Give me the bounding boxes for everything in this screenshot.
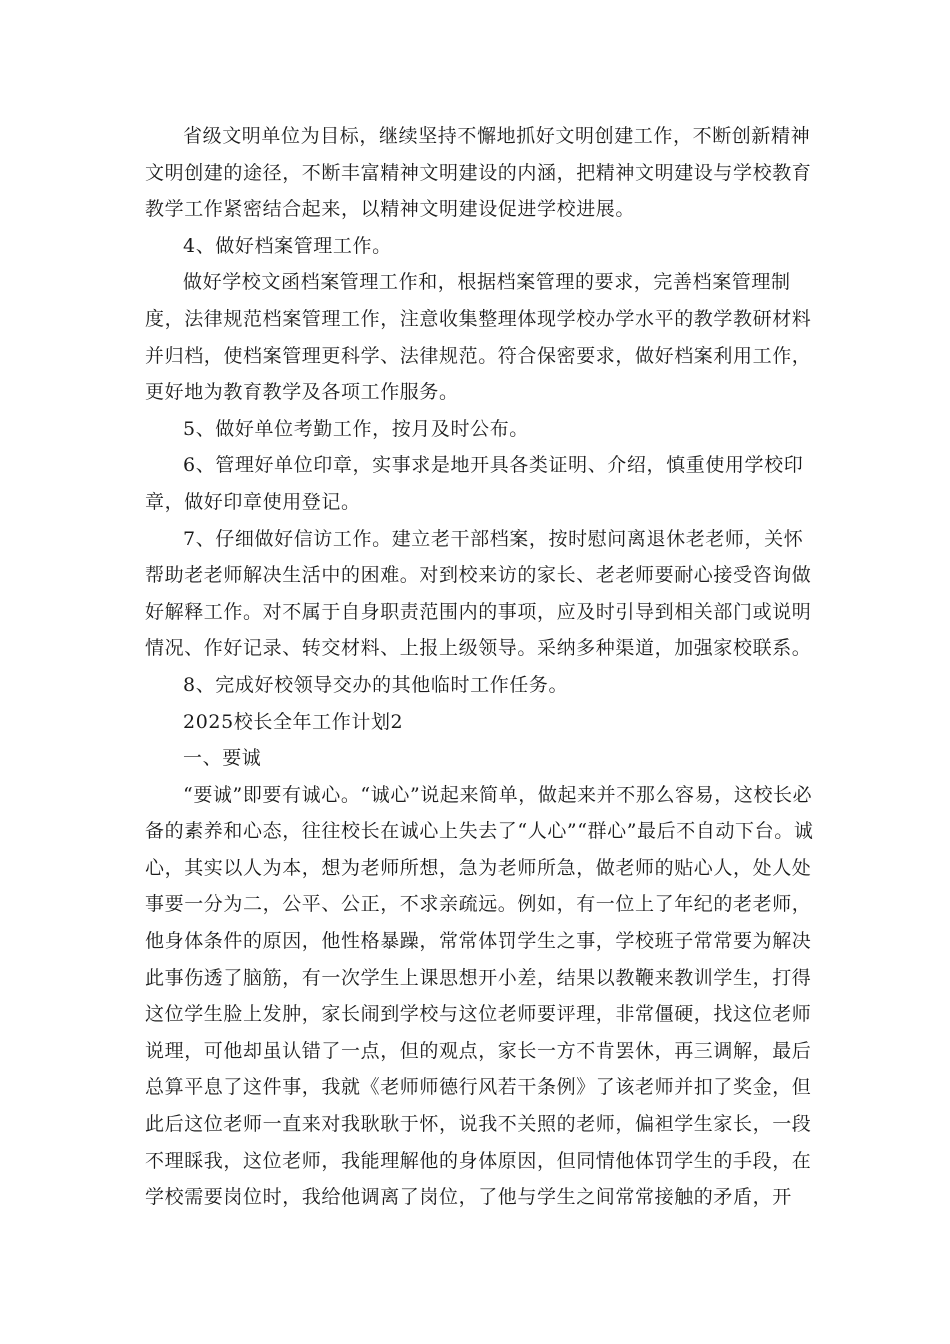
paragraph-archive: 做好学校文函档案管理工作和，根据档案管理的要求，完善档案管理制度，法律规范档案管理工作，注意收集整理体现学校办学水平的教学教研材料并归档，使档案管理更科学、法律规范。符合保密要求，做好档案利用工作，更好地为教育教学及各项工作服务。: [145, 271, 812, 404]
subsection-heading: 一、要诚: [183, 747, 262, 770]
item-other-tasks: 8、完成好校领导交办的其他临时工作任务。: [183, 673, 569, 696]
item-seal: 6、管理好单位印章，实事求是地开具各类证明、介绍，慎重使用学校印章，做好印章使用登记。: [145, 454, 804, 513]
item-attendance: 5、做好单位考勤工作，按月及时公布。: [183, 417, 529, 440]
paragraph-civilization: 省级文明单位为目标，继续坚持不懈地抓好文明创建工作，不断创新精神文明创建的途径，不断丰富精神文明建设的内涵，把精神文明建设与学校教育教学工作紧密结合起来，以精神文明建设促进学校进展。: [145, 125, 812, 221]
paragraph-sincerity: “要诚”即要有诚心。“诚心”说起来简单，做起来并不那么容易，这校长必备的素养和心态，往往校长在诚心上失去了“人心”“群心”最后不自动下台。诚心，其实以人为本，想为老师所想，急为老师所急，做老师的贴心人，处人处事要一分为二，公平、公正，不求亲疏远。例如，有一位上了年纪的老老师，他身体条件的原因，他性格暴躁，常常体罚学生之事，学校班子常常要为解决此事伤透了脑筋，有一次学生上课思想开小差，结果以教鞭来教训学生，打得这位学生脸上发肿，家长闹到学校与这位老师要评理，非常僵硬，找这位老师说理，可他却虽认错了一点，但的观点，家长一方不肯罢休，再三调解，最后总算平息了这件事，我就《老师师德行风若干条例》了该老师并扣了奖金，但此后这位老师一直来对我耿耿于怀，说我不关照的老师，偏袒学生家长，一段不理睬我，这位老师，我能理解他的身体原因，但同情他体罚学生的手段，在学校需要岗位时，我给他调离了岗位，了他与学生之间常常接触的矛盾，开: [145, 783, 814, 1209]
document-body: [145, 118, 815, 1216]
section-title: 2025校长全年工作计划2: [183, 710, 404, 733]
item-petition: 7、仔细做好信访工作。建立老干部档案，按时慰问离退休老老师，关怀帮助老老师解决生活中的困难。对到校来访的家长、老老师要耐心接受咨询做好解释工作。对不属于自身职责范围内的事项，应及时引导到相关部门或说明情况、作好记录、转交材料、上报上级领导。采纳多种渠道，加强家校联系。: [145, 527, 812, 660]
item-archive-heading: 4、做好档案管理工作。: [183, 234, 392, 257]
